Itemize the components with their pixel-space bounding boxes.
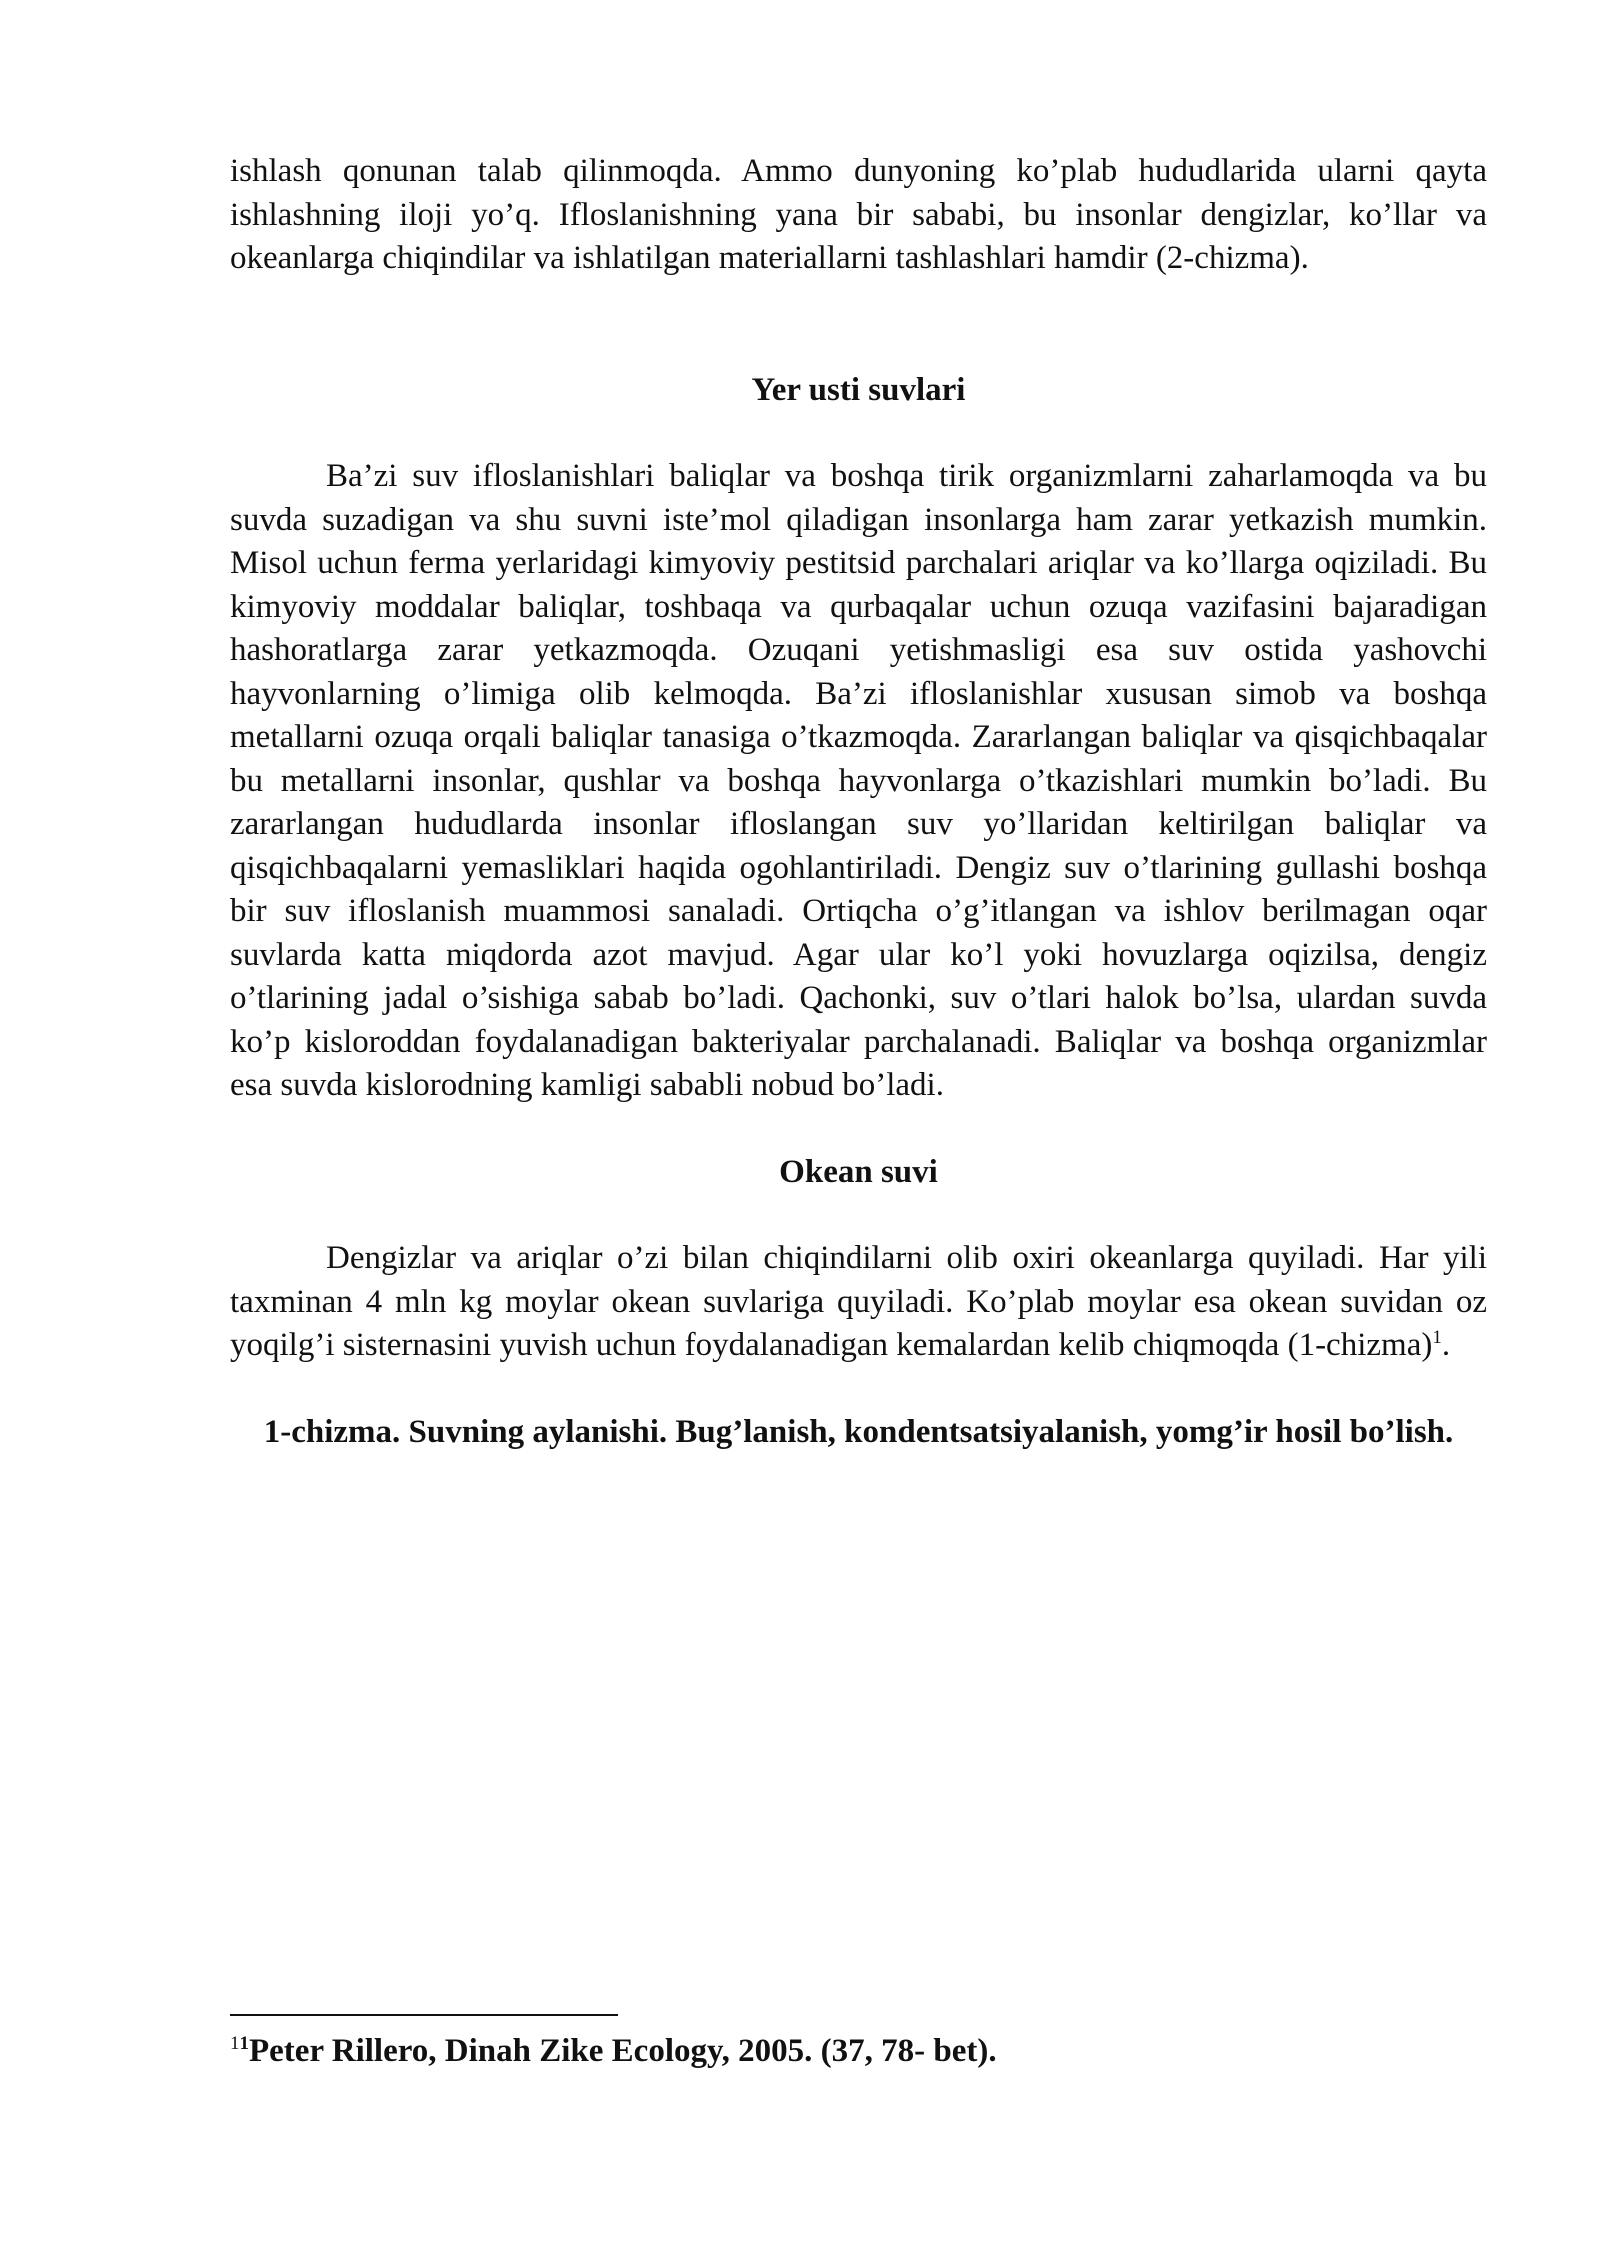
ocean-water-period: .: [1441, 1327, 1451, 1363]
footnote: [230, 2030, 1487, 2074]
footnote-mark-small: 1: [230, 2033, 240, 2054]
footnote-mark-bold: 1: [239, 2033, 249, 2054]
ocean-water-text: Dengizlar va ariqlar o’zi bilan chiqindilarni olib oxiri okeanlarga quyiladi. Har yili taxminan 4 mln kg moylar okean suvlariga quyiladi. Ko’plab moylar esa okean suvidan oz yoqilg’i sisternasini yuvish uchun foydalanadigan kemalardan kelib chiqmoqda (1-chizma): [230, 1240, 1487, 1363]
footnote-text: Peter Rillero, Dinah Zike Ecology, 2005. (37, 78- bet).: [249, 2033, 997, 2069]
page-body: [230, 150, 1487, 1454]
intro-paragraph: ishlash qonunan talab qilinmoqda. Ammo dunyoning ko’plab hududlarida ularni qayta ishlashning iloji yo’q. Ifloslanishning yana bir sababi, bu insonlar dengizlar, ko’llar va okeanlarga chiqindilar va ishlatilgan materiallarni tashlashlari hamdir (2-chizma).: [230, 153, 1487, 276]
surface-waters-paragraph: Ba’zi suv ifloslanishlari baliqlar va boshqa tirik organizmlarni zaharlamoqda va bu suvda suzadigan va shu suvni iste’mol qiladigan insonlarga ham zarar yetkazish mumkin. Misol uchun ferma yerlaridagi kimyoviy pestitsid parchalari ariqlar va ko’llarga oqiziladi. Bu kimyoviy moddalar baliqlar, toshbaqa va qurbaqalar uchun ozuqa vazifasini bajaradigan hashoratlarga zarar yetkazmoqda. Ozuqani yetishmasligi esa suv ostida yashovchi hayvonlarning o’limiga olib kelmoqda. Ba’zi ifloslanishlar xususan simob va boshqa metallarni ozuqa orqali baliqlar tanasiga o’tkazmoqda. Zararlangan baliqlar va qisqichbaqalar bu metallarni insonlar, qushlar va boshqa hayvonlarga o’tkazishlari mumkin bo’ladi. Bu zararlangan hududlarda insonlar ifloslangan suv yo’llaridan keltirilgan baliqlar va qisqichbaqalarni yemasliklari haqida ogohlantiriladi. Dengiz suv o’tlarining gullashi boshqa bir suv ifloslanish muammosi sanaladi. Ortiqcha o’g’itlangan va ishlov berilmagan oqar suvlarda katta miqdorda azot mavjud. Agar ular ko’l yoki hovuzlarga oqizilsa, dengiz o’tlarining jadal o’sishiga sabab bo’ladi. Qachonki, suv o’tlari halok bo’lsa, ulardan suvda ko’p kisloroddan foydalanadigan bakteriyalar parchalanadi. Baliqlar va boshqa organizmlar esa suvda kislorodning kamligi sababli nobud bo’ladi.: [230, 458, 1487, 1103]
ocean-water-paragraph: [230, 1237, 1487, 1368]
heading-surface-waters: Yer usti suvlari: [751, 371, 966, 408]
footnote-reference[interactable]: 1: [1432, 1327, 1442, 1348]
heading-ocean-water: Okean suvi: [779, 1153, 938, 1190]
figure-caption: 1-chizma. Suvning aylanishi. Bug’lanish, kondentsatsiyalanish, yomg’ir hosil bo’lish.: [263, 1413, 1454, 1450]
footnote-separator: [230, 2014, 618, 2016]
